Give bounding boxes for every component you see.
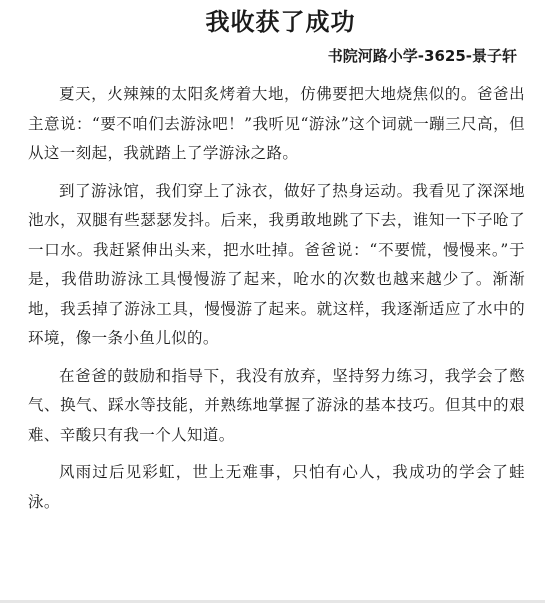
paragraph-3: 在爸爸的鼓励和指导下，我没有放弃，坚持努力练习，我学会了憋气、换气、踩水等技能，并熟练地掌握了游泳的基本技巧。但其中的艰难、辛酸只有我一个人知道。 <box>28 366 525 444</box>
paragraph-4: 风雨过后见彩虹，世上无难事，只怕有心人，我成功的学会了蛙泳。 <box>28 463 525 511</box>
paragraph-1: 夏天，火辣辣的太阳炙烤着大地，仿佛要把大地烧焦似的。爸爸出主意说：“要不咱们去游泳吧！”我听见“游泳”这个词就一蹦三尺高，但从这一刻起，我就踏上了学游泳之路。 <box>28 85 525 162</box>
author-byline: 书院河路小学-3625-景子轩 <box>327 47 517 65</box>
paragraph-2: 到了游泳馆，我们穿上了泳衣，做好了热身运动。我看见了深深地池水，双腿有些瑟瑟发抖。后来，我勇敢地跳了下去，谁知一下子呛了一口水。我赶紧伸出头来，把水吐掉。爸爸说：“不要慌，慢慢来。”于是，我借助游泳工具慢慢游了起来，呛水的次数也越来越少了。渐渐地，我丢掉了游泳工具，慢慢游了起来。就这样，我逐渐适应了水中的环境，像一条小鱼儿似的。 <box>28 181 525 347</box>
essay-title: 我收获了成功 <box>205 8 356 36</box>
